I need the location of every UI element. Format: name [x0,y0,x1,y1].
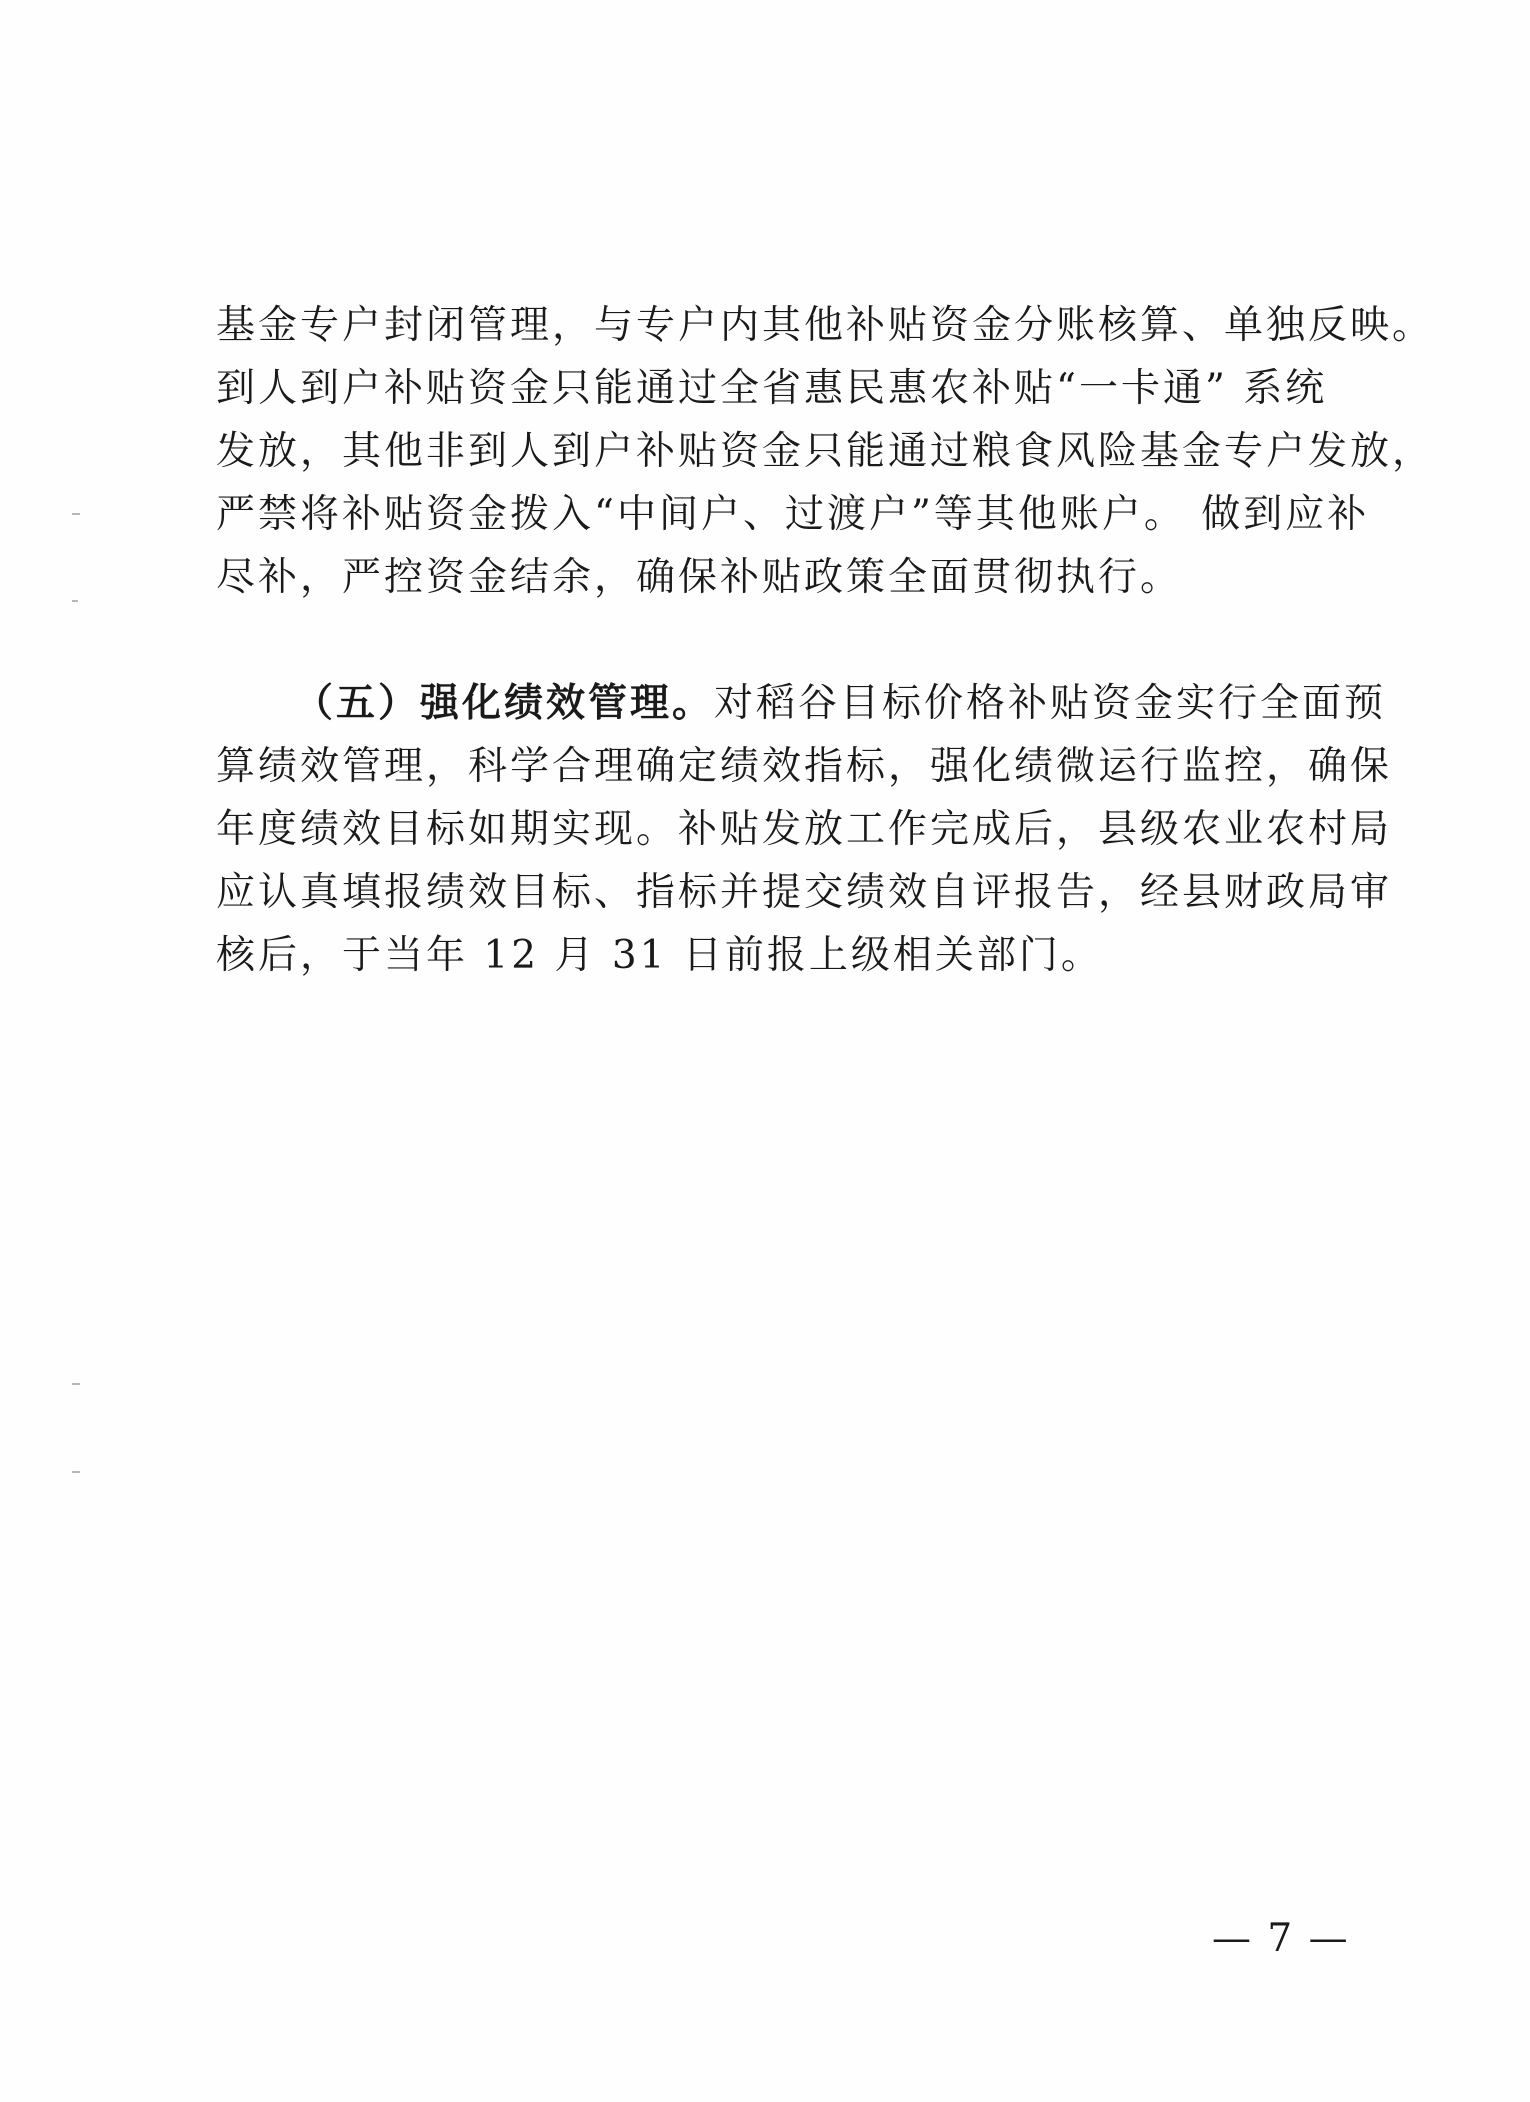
scan-artifact [72,1471,80,1473]
scan-artifact [72,600,78,602]
paragraph-1-line: 尽补，严控资金结余，确保补贴政策全面贯彻执行。 [216,555,1183,600]
scan-artifact [72,513,80,515]
paragraph-2-first-line-text: 对稻谷目标价格补贴资金实行全面预 [714,681,1387,726]
paragraph-2-line: 应认真填报绩效目标、指标并提交绩效自评报告，经县财政局审 [216,870,1393,915]
paragraph-2-line: 核后，于当年 12 月 31 日前报上级相关部门。 [216,933,1103,978]
paragraph-2-line: 年度绩效目标如期实现。补贴发放工作完成后，县级农业农村局 [216,807,1393,852]
paragraph-1 [216,294,1435,609]
scan-artifact [72,1383,80,1385]
paragraph-1-line: 发放，其他非到人到户补贴资金只能通过粮食风险基金专户发放， [216,429,1435,474]
paragraph-1-line: 严禁将补贴资金拨入“中间户、过渡户”等其他账户。 做到应补 [216,492,1370,537]
section-heading: （五）强化绩效管理。 [294,680,715,726]
paragraph-1-line: 基金专户封闭管理，与专户内其他补贴资金分账核算、单独反映。 [216,303,1435,348]
paragraph-1-line: 到人到户补贴资金只能通过全省惠民惠农补贴“一卡通” 系统 [216,366,1328,411]
paragraph-2-line: 算绩效管理，科学合理确定绩效指标，强化绩微运行监控，确保 [216,744,1393,789]
paragraph-2 [216,672,1393,987]
paragraph-2-first-line [216,672,1387,735]
page-number: — 7 — [1212,1916,1350,1961]
